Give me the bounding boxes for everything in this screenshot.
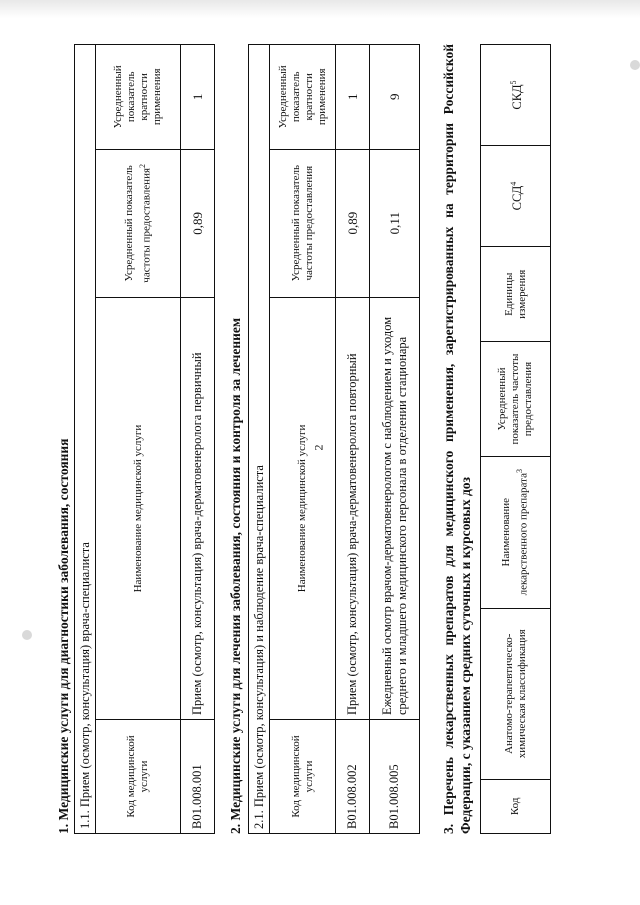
cell-multiplicity: 1 [336, 45, 370, 150]
punch-hole [22, 630, 32, 640]
services-diagnostics-table [74, 44, 215, 834]
cell-multiplicity: 9 [370, 45, 420, 150]
table-row [336, 45, 370, 834]
section2-heading: 2. Медицинские услуги для лечения заболевания, состояния и контроля за лечением [228, 317, 243, 834]
drug-label: Наименование лекарственного препарата [500, 473, 530, 596]
cell-name: Прием (осмотр, консультация) врача-дерматовенеролога повторный [336, 297, 370, 719]
cell-frequency: 0,89 [336, 149, 370, 297]
cell-name: Ежедневный осмотр врачом-дерматовенерологом с наблюдением и уходом среднего и младшего медицинского персонала в отделении стационара [370, 297, 420, 719]
table-subheader: 2.1. Прием (осмотр, консультация) и наблюдение врача-специалиста [249, 45, 270, 834]
col-header-name: Наименование медицинской услуги [270, 297, 336, 719]
page-number: 2 [311, 444, 326, 451]
col-header-unit: Единицы измерения [481, 247, 551, 342]
col-header-frequency [96, 149, 181, 297]
col-header-atc: Анатомо-терапевтическо-химическая классификация [481, 608, 551, 779]
rotated-page [52, 35, 557, 870]
table-subheader: 1.1. Прием (осмотр, консультация) врача-специалиста [75, 45, 96, 834]
footnote-marker: 5 [508, 80, 518, 85]
scan-speck [630, 60, 640, 70]
cell-multiplicity: 1 [181, 45, 215, 150]
section1-heading: 1. Медицинские услуги для диагностики заболевания, состояния [56, 438, 71, 834]
footnote-marker: 4 [508, 181, 518, 186]
table-header-row [270, 45, 336, 834]
col-header-multiplicity: Усредненный показатель кратности применения [96, 45, 181, 150]
cell-frequency: 0,89 [181, 149, 215, 297]
col-header-skd [481, 45, 551, 146]
services-treatment-table [248, 44, 420, 834]
col-header-name: Наименование медицинской услуги [96, 298, 181, 720]
table-header-row [96, 45, 181, 834]
col-header-ssd [481, 146, 551, 247]
section3-heading: 3. Перечень лекарственных препаратов для медицинского применения, зарегистрированных на территории Российской Федерации, с указанием средних суточных и курсовых доз [441, 44, 473, 834]
col-header-code: Код [481, 779, 551, 833]
table-row [181, 45, 215, 834]
col-header-drug [481, 456, 551, 608]
scan-shadow [0, 0, 640, 18]
cell-code: B01.008.002 [336, 720, 370, 834]
ssd-label: ССД [510, 185, 525, 211]
table-header-row [481, 45, 551, 834]
skd-label: СКД [510, 84, 525, 110]
col-header-frequency: Усредненный показатель частоты предоставления [481, 342, 551, 456]
cell-code: B01.008.001 [181, 720, 215, 834]
cell-name: Прием (осмотр, консультация) врача-дерматовенеролога первичный [181, 298, 215, 720]
footnote-marker: 3 [515, 469, 525, 474]
cell-code: B01.008.005 [370, 720, 420, 834]
table-row [370, 45, 420, 834]
cell-frequency: 0,11 [370, 149, 420, 297]
col-header-multiplicity: Усредненный показатель кратности применения [270, 45, 336, 150]
drugs-table [480, 44, 551, 834]
col-header-frequency: Усредненный показатель частоты предоставления [270, 149, 336, 297]
col-header-code: Код медицинской услуги [270, 720, 336, 834]
col-header-code: Код медицинской услуги [96, 720, 181, 834]
table-subheader-row [249, 45, 270, 834]
table-subheader-row [75, 45, 96, 834]
footnote-marker: 2 [137, 163, 147, 168]
freq-label: Усредненный показатель частоты предоставления [122, 165, 153, 283]
